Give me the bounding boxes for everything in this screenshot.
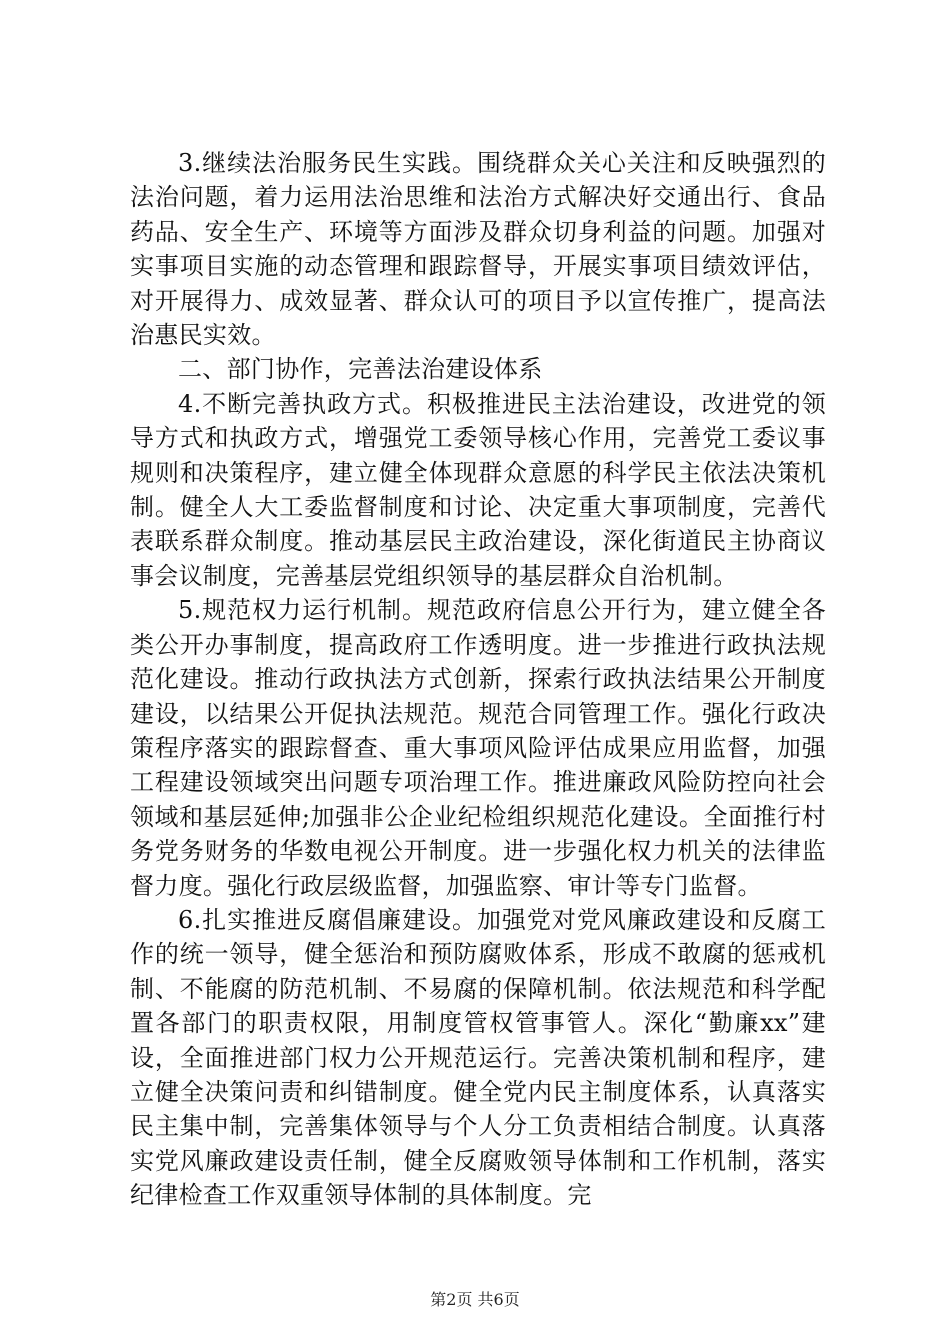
section-heading-2: 二、部门协作，完善法治建设体系 xyxy=(178,355,543,384)
page-number-footer: 第2页 共6页 xyxy=(430,1290,520,1309)
paragraph-item-6: 6.扎实推进反腐倡廉建设。加强党对党风廉政建设和反腐工作的统一领导，健全惩治和预防腐败体系，形成不敢腐的惩戒机制、不能腐的防范机制、不易腐的保障机制。依法规范和科学配置各部门的职责权限，用制度管权管事管人。深化“勤廉xx”建设，全面推进部门权力公开规范运行。完善决策机制和程序，建立健全决策问责和纠错制度。健全党内民主制度体系，认真落实民主集中制，完善集体领导与个人分工负责相结合制度。认真落实党风廉政建设责任制，健全反腐败领导体制和工作机制，落实纪律检查工作双重领导体制的具体制度。完 xyxy=(130,905,826,1210)
paragraph-item-5: 5.规范权力运行机制。规范政府信息公开行为，建立健全各类公开办事制度，提高政府工作透明度。进一步推进行政执法规范化建设。推动行政执法方式创新，探索行政执法结果公开制度建设，以结果公开促执法规范。规范合同管理工作。强化行政决策程序落实的跟踪督查、重大事项风险评估成果应用监督，加强工程建设领域突出问题专项治理工作。推进廉政风险防控向社会领域和基层延伸;加强非公企业纪检组织规范化建设。全面推行村务党务财务的华数电视公开制度。进一步强化权力机关的法律监督力度。强化行政层级监督，加强监察、审计等专门监督。 xyxy=(130,596,826,900)
document-body xyxy=(130,146,826,1213)
paragraph-item-3: 3.继续法治服务民生实践。围绕群众关心关注和反映强烈的法治问题，着力运用法治思维和法治方式解决好交通出行、食品药品、安全生产、环境等方面涉及群众切身利益的问题。加强对实事项目实施的动态管理和跟踪督导，开展实事项目绩效评估，对开展得力、成效显著、群众认可的项目予以宣传推广，提高法治惠民实效。 xyxy=(130,149,826,350)
paragraph-item-4: 4.不断完善执政方式。积极推进民主法治建设，改进党的领导方式和执政方式，增强党工委领导核心作用，完善党工委议事规则和决策程序，建立健全体现群众意愿的科学民主依法决策机制。健全人大工委监督制度和讨论、决定重大事项制度，完善代表联系群众制度。推动基层民主政治建设，深化街道民主协商议事会议制度，完善基层党组织领导的基层群众自治机制。 xyxy=(130,389,826,590)
